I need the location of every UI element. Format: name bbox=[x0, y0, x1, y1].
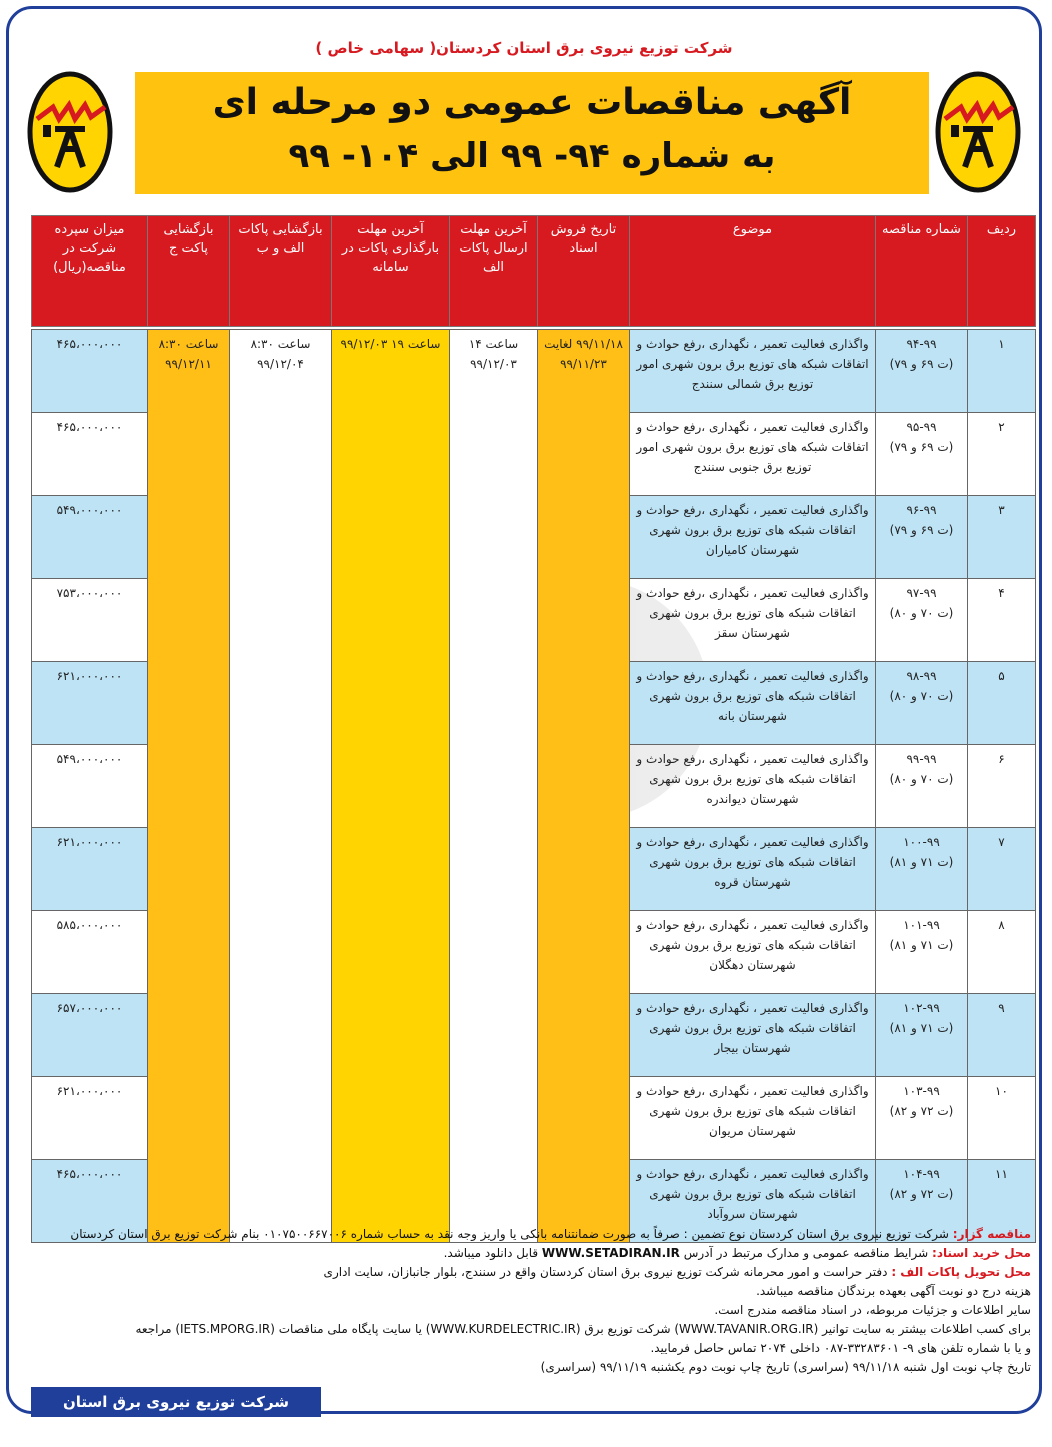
footer-line-cost: هزینه درج دو نوبت آگهی بعهده برندگان مناقصه میباشد. bbox=[756, 1284, 1031, 1298]
tender-subject: واگذاری فعالیت تعمیر ، نگهداری ،رفع حوادث و اتفاقات شبکه های توزیع برق برون شهری شهرستان سروآباد bbox=[630, 1160, 876, 1243]
header-opening-c: بازگشایی پاکت ج bbox=[148, 216, 230, 327]
header-upload-deadline: آخرین مهلت بارگذاری پاکات در سامانه bbox=[332, 216, 450, 327]
title-line-2: به شماره ۹۴- ۹۹ الی ۱۰۴- ۹۹ bbox=[288, 136, 776, 176]
footer-line-websites: برای کسب اطلاعات بیشتر به سایت توانیر (WWW.TAVANIR.ORG.IR) شرکت توزیع برق (WWW.KURDELECTRIC.IR) یا سایت پایگاه ملی مناقصات (IETS.MPORG.IR) مراجعه bbox=[135, 1322, 1031, 1336]
row-number: ۱ bbox=[968, 330, 1036, 413]
table-row bbox=[32, 330, 1036, 413]
header-opening-ab: بازگشایی پاکات الف و ب bbox=[230, 216, 332, 327]
tender-number-ref: (ت ۷۲ و ۸۲) bbox=[889, 1104, 954, 1118]
header-subject: موضوع bbox=[630, 216, 876, 327]
row-number: ۹ bbox=[968, 994, 1036, 1077]
tender-number-code: ۹۹-۹۹ bbox=[906, 752, 937, 766]
tender-number bbox=[876, 330, 968, 413]
tender-number bbox=[876, 1077, 968, 1160]
footer-line-details: سایر اطلاعات و جزئیات مربوطه، در اسناد مناقصه مندرج است. bbox=[714, 1303, 1031, 1317]
row-number: ۴ bbox=[968, 579, 1036, 662]
header-row-no: ردیف bbox=[968, 216, 1036, 327]
tender-number-code: ۹۶-۹۹ bbox=[906, 503, 937, 517]
deposit-amount: ۵۸۵،۰۰۰،۰۰۰ bbox=[32, 911, 148, 994]
tender-number bbox=[876, 662, 968, 745]
title-banner bbox=[135, 72, 929, 194]
tender-number bbox=[876, 994, 968, 1077]
tender-number bbox=[876, 828, 968, 911]
footer-notes bbox=[35, 1225, 1031, 1377]
tender-number bbox=[876, 496, 968, 579]
tender-number-ref: (ت ۶۹ و ۷۹) bbox=[889, 357, 954, 371]
header-tender-no: شماره مناقصه bbox=[876, 216, 968, 327]
tender-subject: واگذاری فعالیت تعمیر ، نگهداری ،رفع حوادث و اتفاقات شبکه های توزیع برق برون شهری شهرستان بیجار bbox=[630, 994, 876, 1077]
tender-number bbox=[876, 745, 968, 828]
row-number: ۱۱ bbox=[968, 1160, 1036, 1243]
tender-subject: واگذاری فعالیت تعمیر ، نگهداری ،رفع حوادث و اتفاقات شبکه های توزیع برق برون شهری شهرستان دهگلان bbox=[630, 911, 876, 994]
tender-subject: واگذاری فعالیت تعمیر ، نگهداری ،رفع حوادث و اتفاقات شبکه های توزیع برق برون شهری شهرستان قروه bbox=[630, 828, 876, 911]
tender-number-ref: (ت ۷۰ و ۸۰) bbox=[889, 689, 954, 703]
deposit-amount: ۵۴۹،۰۰۰،۰۰۰ bbox=[32, 496, 148, 579]
tavanir-logo-icon bbox=[933, 67, 1023, 197]
tender-number-code: ۹۴-۹۹ bbox=[906, 337, 937, 351]
tender-number-code: ۹۸-۹۹ bbox=[906, 669, 937, 683]
tender-number-ref: (ت ۶۹ و ۷۹) bbox=[889, 440, 954, 454]
advertisement-frame bbox=[6, 6, 1042, 1441]
row-number: ۷ bbox=[968, 828, 1036, 911]
row-number: ۱۰ bbox=[968, 1077, 1036, 1160]
tender-subject: واگذاری فعالیت تعمیر ، نگهداری ،رفع حوادث و اتفاقات شبکه های توزیع برق برون شهری شهرستان سقز bbox=[630, 579, 876, 662]
row-number: ۳ bbox=[968, 496, 1036, 579]
footer-line-purchase: محل خرید اسناد: شرایط مناقصه عمومی و مدارک مرتبط در آدرس WWW.SETADIRAN.IR قابل دانلود میباشد. bbox=[443, 1246, 1031, 1260]
tender-number-code: ۱۰۴-۹۹ bbox=[903, 1167, 940, 1181]
deposit-amount: ۴۶۵،۰۰۰،۰۰۰ bbox=[32, 413, 148, 496]
footer-line-tenderer: مناقصه گزار: شرکت توزیع نیروی برق استان کردستان نوع تضمین : صرفاً به صورت ضمانتنامه بانکی یا واریز وجه نقد به حساب شماره ۰۱۰۷۵۰۰۶۶۷۰۰۶ بنام شرکت توزیع برق استان کردستان bbox=[70, 1227, 1031, 1241]
opening-ab-cell: ساعت ۸:۳۰ ۹۹/۱۲/۰۴ bbox=[230, 330, 332, 1243]
tender-number-code: ۹۷-۹۹ bbox=[906, 586, 937, 600]
tender-number-ref: (ت ۷۰ و ۸۰) bbox=[889, 606, 954, 620]
tender-number bbox=[876, 579, 968, 662]
company-box-bottom: شرکت توزیع نیروی برق استان کردستان bbox=[31, 1387, 321, 1417]
tender-subject: واگذاری فعالیت تعمیر ، نگهداری ،رفع حوادث و اتفاقات شبکه های توزیع برق برون شهری شهرستان کامیاران bbox=[630, 496, 876, 579]
tender-number bbox=[876, 911, 968, 994]
deposit-amount: ۶۵۷،۰۰۰،۰۰۰ bbox=[32, 994, 148, 1077]
tender-subject: واگذاری فعالیت تعمیر ، نگهداری ،رفع حوادث و اتفاقات شبکه های توزیع برق برون شهری امور توزیع برق جنوبی سنندج bbox=[630, 413, 876, 496]
deposit-amount: ۴۶۵،۰۰۰،۰۰۰ bbox=[32, 330, 148, 413]
table-header-row bbox=[32, 216, 1036, 327]
opening-c-cell: ساعت ۸:۳۰ ۹۹/۱۲/۱۱ bbox=[148, 330, 230, 1243]
row-number: ۸ bbox=[968, 911, 1036, 994]
title-line-1: آگهی مناقصات عمومی دو مرحله ای bbox=[212, 82, 852, 123]
header-deadline-a: آخرین مهلت ارسال پاکات الف bbox=[450, 216, 538, 327]
company-name-top: شرکت توزیع نیروی برق استان کردستان( سهامی خاص ) bbox=[315, 39, 733, 57]
tender-number-code: ۹۵-۹۹ bbox=[906, 420, 937, 434]
upload-deadline-cell: ساعت ۱۹ ۹۹/۱۲/۰۳ bbox=[332, 330, 450, 1243]
tender-number-ref: (ت ۷۱ و ۸۱) bbox=[889, 1021, 954, 1035]
tender-number-ref: (ت ۷۱ و ۸۱) bbox=[889, 855, 954, 869]
deposit-amount: ۶۲۱،۰۰۰،۰۰۰ bbox=[32, 828, 148, 911]
tender-number-ref: (ت ۷۱ و ۸۱) bbox=[889, 938, 954, 952]
deposit-amount: ۷۵۳،۰۰۰،۰۰۰ bbox=[32, 579, 148, 662]
deadline-a-cell: ساعت ۱۴ ۹۹/۱۲/۰۳ bbox=[450, 330, 538, 1243]
tender-number-ref: (ت ۶۹ و ۷۹) bbox=[889, 523, 954, 537]
tender-number-code: ۱۰۳-۹۹ bbox=[903, 1084, 940, 1098]
tavanir-logo-icon bbox=[25, 67, 115, 197]
header-deposit: میزان سپرده شرکت در مناقصه(ریال) bbox=[32, 216, 148, 327]
row-number: ۲ bbox=[968, 413, 1036, 496]
tender-number-code: ۱۰۲-۹۹ bbox=[903, 1001, 940, 1015]
tender-number bbox=[876, 413, 968, 496]
deposit-amount: ۴۶۵،۰۰۰،۰۰۰ bbox=[32, 1160, 148, 1243]
deposit-amount: ۵۴۹،۰۰۰،۰۰۰ bbox=[32, 745, 148, 828]
tender-subject: واگذاری فعالیت تعمیر ، نگهداری ،رفع حوادث و اتفاقات شبکه های توزیع برق برون شهری شهرستان بانه bbox=[630, 662, 876, 745]
header-sale-date: تاریخ فروش اسناد bbox=[538, 216, 630, 327]
tender-table bbox=[31, 215, 1036, 1243]
row-number: ۵ bbox=[968, 662, 1036, 745]
tender-number-code: ۱۰۱-۹۹ bbox=[903, 918, 940, 932]
tender-number-code: ۱۰۰-۹۹ bbox=[903, 835, 940, 849]
deposit-amount: ۶۲۱،۰۰۰،۰۰۰ bbox=[32, 1077, 148, 1160]
deposit-amount: ۶۲۱،۰۰۰،۰۰۰ bbox=[32, 662, 148, 745]
tender-subject: واگذاری فعالیت تعمیر ، نگهداری ،رفع حوادث و اتفاقات شبکه های توزیع برق برون شهری امور توزیع برق شمالی سنندج bbox=[630, 330, 876, 413]
setadiran-link[interactable]: WWW.SETADIRAN.IR bbox=[541, 1246, 680, 1260]
tender-subject: واگذاری فعالیت تعمیر ، نگهداری ،رفع حوادث و اتفاقات شبکه های توزیع برق برون شهری شهرستان دیواندره bbox=[630, 745, 876, 828]
row-number: ۶ bbox=[968, 745, 1036, 828]
tender-subject: واگذاری فعالیت تعمیر ، نگهداری ،رفع حوادث و اتفاقات شبکه های توزیع برق برون شهری شهرستان مریوان bbox=[630, 1077, 876, 1160]
footer-line-delivery: محل تحویل پاکات الف : دفتر حراست و امور محرمانه شرکت توزیع نیروی برق استان کردستان واقع در سنندج، بلوار جانبازان، سایت اداری bbox=[323, 1265, 1031, 1279]
footer-line-print-dates: تاریخ چاپ نوبت اول شنبه ۹۹/۱۱/۱۸ (سراسری) تاریخ چاپ نوبت دوم یکشنبه ۹۹/۱۱/۱۹ (سراسری) bbox=[540, 1360, 1031, 1374]
tender-number-ref: (ت ۷۰ و ۸۰) bbox=[889, 772, 954, 786]
footer-line-phone: و یا با شماره تلفن های ۹- ۳۳۲۸۳۶۰۱-۰۸۷ داخلی ۲۰۷۴ تماس حاصل فرمایید. bbox=[650, 1341, 1031, 1355]
sale-date-cell: ۹۹/۱۱/۱۸ لغایت ۹۹/۱۱/۲۳ bbox=[538, 330, 630, 1243]
tender-number-ref: (ت ۷۲ و ۸۲) bbox=[889, 1187, 954, 1201]
